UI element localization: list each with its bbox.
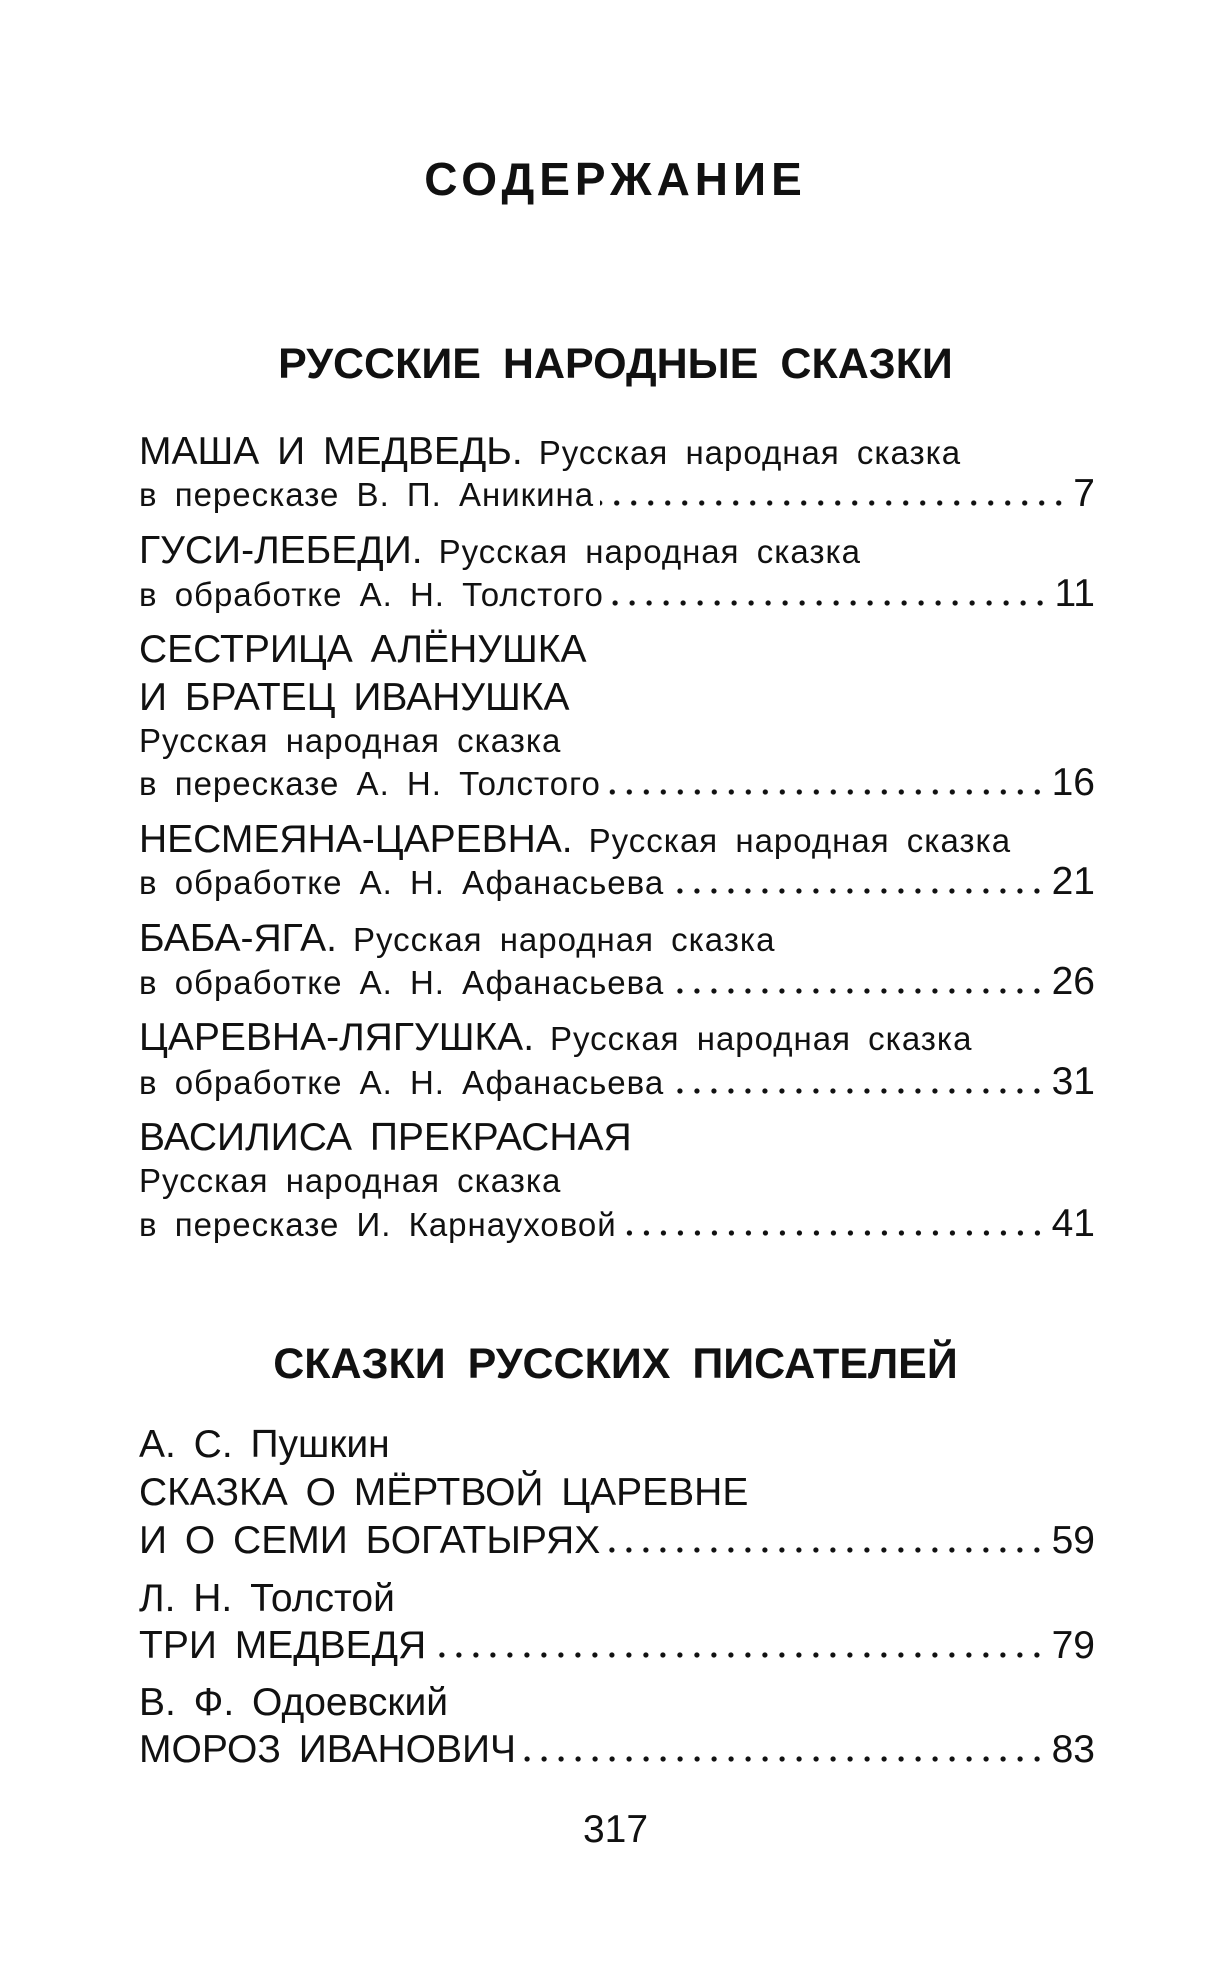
entry-title: ГУСИ-ЛЕБЕДИ. (139, 529, 423, 572)
toc-entry-credit-line[interactable] (139, 1062, 1095, 1101)
dot-leader (432, 1652, 1045, 1658)
page-title: СОДЕРЖАНИЕ (424, 153, 807, 205)
entry-subtitle: Русская народная сказка (588, 822, 1012, 859)
entry-subtitle: Русская народная сказка (538, 434, 962, 471)
entry-credit: в пересказе А. Н. Толстого (139, 765, 601, 802)
dot-leader (670, 988, 1045, 994)
entry-title: МОРОЗ ИВАНОВИЧ (139, 1728, 517, 1771)
entry-page-number: 41 (1051, 1202, 1095, 1245)
toc-entry-title-line[interactable] (139, 1626, 1095, 1665)
entry-title: СКАЗКА О МЁРТВОЙ ЦАРЕВНЕ (139, 1471, 749, 1514)
toc-entry-author-line (139, 1683, 1095, 1722)
entry-page-number: 83 (1051, 1728, 1095, 1771)
entry-subtitle: Русская народная сказка (353, 921, 776, 958)
toc-entry-title-line (139, 432, 1095, 471)
entry-subtitle: Русская народная сказка (139, 1162, 562, 1199)
toc-entry-title-line (139, 919, 1095, 958)
dot-leader (606, 1547, 1045, 1553)
dot-leader (522, 1756, 1046, 1762)
toc-entry-credit-line[interactable] (139, 763, 1095, 802)
toc-entry-credit-line[interactable] (139, 574, 1095, 613)
toc-entry-subtitle-line (139, 724, 1095, 757)
entry-title: МАША И МЕДВЕДЬ. (139, 430, 523, 473)
entry-page-number: 31 (1051, 1060, 1095, 1103)
toc-entry-credit-line[interactable] (139, 474, 1095, 513)
toc-entry-title-line (139, 1118, 1095, 1157)
entry-page-number: 11 (1054, 572, 1095, 615)
entry-title: НЕСМЕЯНА-ЦАРЕВНА. (139, 818, 573, 861)
entry-title: И БРАТЕЦ ИВАНУШКА (139, 676, 570, 719)
dot-leader (610, 600, 1049, 606)
entry-page-number: 26 (1051, 960, 1095, 1003)
toc-entry-title-line[interactable] (139, 1730, 1095, 1769)
section-heading-russian-writers: СКАЗКИ РУССКИХ ПИСАТЕЛЕЙ (273, 1340, 958, 1388)
entry-page-number: 59 (1051, 1519, 1095, 1562)
toc-entry-author-line (139, 1425, 1095, 1464)
entry-page-number: 21 (1051, 860, 1095, 903)
toc-entry-author-line (139, 1579, 1095, 1618)
dot-leader (670, 888, 1045, 894)
entry-subtitle: Русская народная сказка (139, 722, 562, 759)
entry-author: А. С. Пушкин (139, 1423, 390, 1466)
toc-entry-credit-line[interactable] (139, 1204, 1095, 1243)
entry-credit: в обработке А. Н. Афанасьева (139, 964, 665, 1001)
entry-author: Л. Н. Толстой (139, 1577, 395, 1620)
entry-title: ЦАРЕВНА-ЛЯГУШКА. (139, 1016, 535, 1059)
entry-credit: в пересказе И. Карнауховой (139, 1206, 617, 1243)
entry-page-number: 7 (1073, 472, 1095, 515)
toc-entry-subtitle-line (139, 1164, 1095, 1197)
dot-leader (600, 500, 1067, 506)
page-number: 317 (582, 1808, 649, 1851)
dot-leader (607, 789, 1046, 795)
section-heading-folk-tales: РУССКИЕ НАРОДНЫЕ СКАЗКИ (278, 340, 953, 388)
entry-title: ТРИ МЕДВЕДЯ (139, 1624, 427, 1667)
entry-author: В. Ф. Одоевский (139, 1681, 449, 1724)
entry-credit: в обработке А. Н. Афанасьева (139, 1064, 665, 1101)
toc-entry-title-line (139, 678, 1095, 717)
toc-entry-title-line (139, 820, 1095, 859)
entry-title: СЕСТРИЦА АЛЁНУШКА (139, 628, 587, 671)
toc-entry-credit-line[interactable] (139, 862, 1095, 901)
entry-title: ВАСИЛИСА ПРЕКРАСНАЯ (139, 1116, 632, 1159)
toc-entry-title-line (139, 630, 1095, 669)
entry-credit: в пересказе В. П. Аникина (139, 476, 595, 513)
entry-credit: в обработке А. Н. Афанасьева (139, 864, 665, 901)
entry-page-number: 16 (1051, 761, 1095, 804)
entry-subtitle: Русская народная сказка (550, 1020, 973, 1057)
toc-entry-title-line (139, 1473, 1095, 1512)
entry-title: И О СЕМИ БОГАТЫРЯХ (139, 1519, 601, 1562)
dot-leader (670, 1088, 1045, 1094)
toc-entry-title-line[interactable] (139, 1521, 1095, 1560)
entry-title: БАБА-ЯГА. (139, 917, 338, 960)
dot-leader (623, 1230, 1046, 1236)
entry-page-number: 79 (1051, 1624, 1095, 1667)
toc-entry-title-line (139, 531, 1095, 570)
entry-credit: в обработке А. Н. Толстого (139, 576, 604, 613)
entry-subtitle: Русская народная сказка (438, 533, 861, 570)
toc-entry-credit-line[interactable] (139, 962, 1095, 1001)
toc-entry-title-line (139, 1018, 1095, 1057)
